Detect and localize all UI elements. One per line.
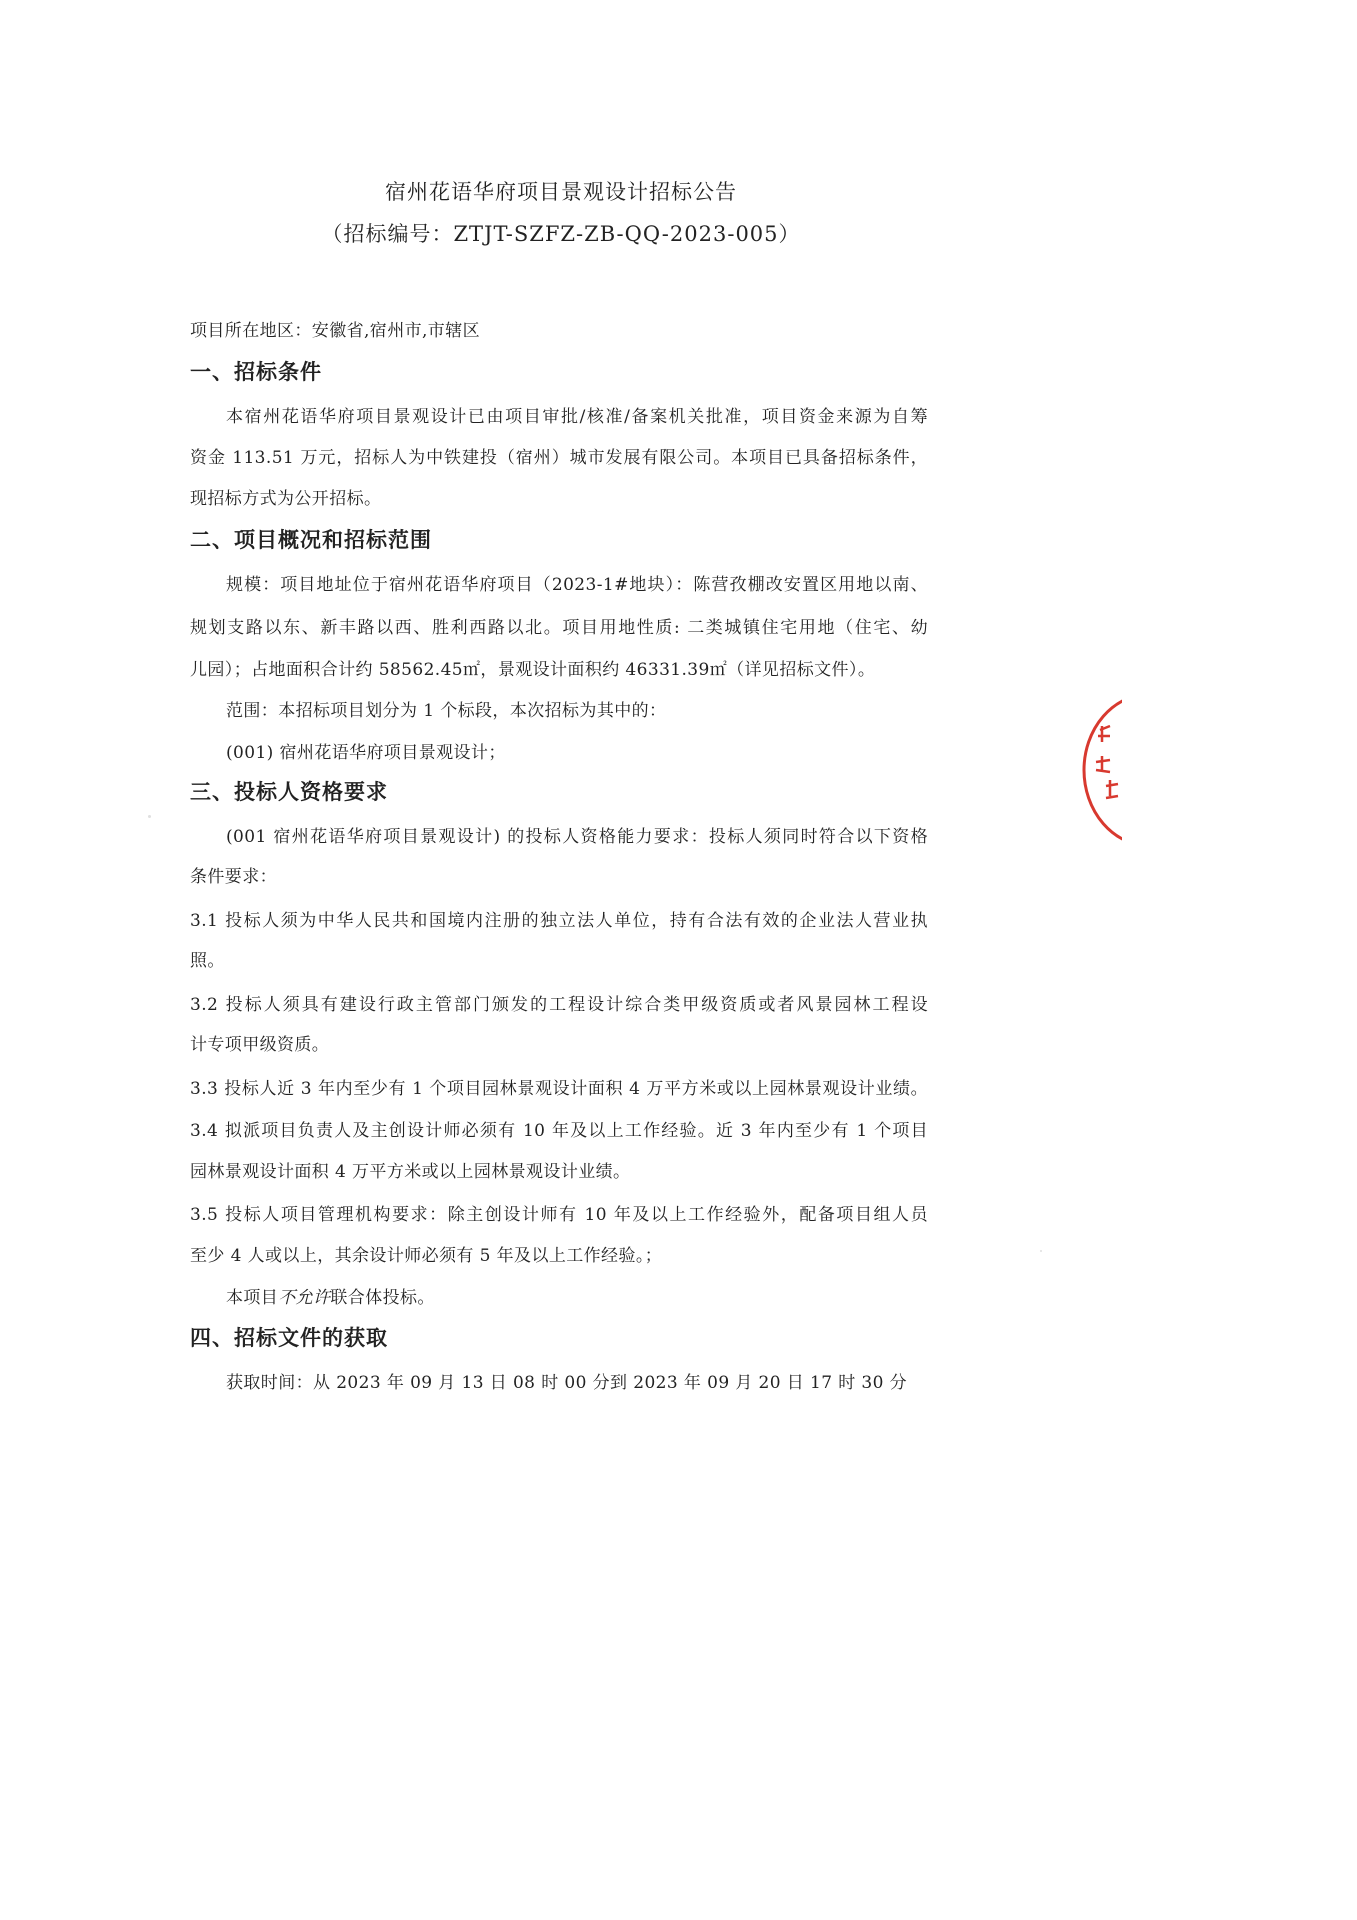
paragraph-line: (001 宿州花语华府项目景观设计) 的投标人资格能力要求：投标人须同时符合以下资格 [226,827,928,847]
paragraph-line: 本宿州花语华府项目景观设计已由项目审批/核准/备案机关批准，项目资金来源为自筹 [226,407,928,427]
paragraph-line: (001) 宿州花语华府项目景观设计； [226,743,506,763]
paragraph-line: 至少 4 人或以上，其余设计师必须有 5 年及以上工作经验。； [190,1246,663,1266]
section-heading-4: 四、招标文件的获取 [190,1326,388,1350]
scan-speck [148,815,151,818]
paragraph-line: 范围：本招标项目划分为 1 个标段，本次招标为其中的： [226,701,667,721]
project-region: 项目所在地区：安徽省,宿州市,市辖区 [190,321,481,341]
joint-bid-suffix: 联合体投标。 [330,1288,435,1308]
paragraph-line: 规划支路以东、新丰路以西、胜利西路以北。项目用地性质: 二类城镇住宅用地（住宅、幼 [190,618,928,638]
section-heading-3: 三、投标人资格要求 [190,780,388,804]
paragraph-line: 计专项甲级资质。 [190,1035,330,1055]
tender-number: （招标编号：ZTJT-SZFZ-ZB-QQ-2023-005） [321,222,801,246]
paragraph-line: 资金 113.51 万元，招标人为中铁建投（宿州）城市发展有限公司。本项目已具备招标条件， [190,448,928,468]
section-heading-2: 二、项目概况和招标范围 [190,528,432,552]
paragraph-line: 照。 [190,951,225,971]
paragraph-line: 园林景观设计面积 4 万平方米或以上园林景观设计业绩。 [190,1162,631,1182]
paragraph-line: 条件要求： [190,867,277,887]
paragraph-line: 3.3 投标人近 3 年内至少有 1 个项目园林景观设计面积 4 万平方米或以上园林景观设计业绩。 [190,1079,928,1099]
document-title: 宿州花语华府项目景观设计招标公告 [385,180,737,204]
scan-speck [1040,1250,1042,1252]
paragraph-line: 3.1 投标人须为中华人民共和国境内注册的独立法人单位，持有合法有效的企业法人营业执 [190,911,928,931]
joint-bid-emphasis: 不允许 [278,1288,331,1308]
paragraph-line: 3.5 投标人项目管理机构要求：除主创设计师有 10 年及以上工作经验外，配备项目组人员 [190,1205,928,1225]
joint-bid-statement [226,1283,435,1308]
section-heading-1: 一、招标条件 [190,360,322,384]
paragraph-line: 儿园）；占地面积合计约 58562.45㎡，景观设计面积约 46331.39㎡（详见招标文件）。 [190,660,876,680]
official-seal-stamp [1080,690,1122,850]
paragraph-line: 3.4 拟派项目负责人及主创设计师必须有 10 年及以上工作经验。近 3 年内至少有 1 个项目 [190,1121,928,1141]
paragraph-line: 规模：项目地址位于宿州花语华府项目（2023-1#地块）：陈营孜棚改安置区用地以南、 [226,575,928,595]
paragraph-line: 3.2 投标人须具有建设行政主管部门颁发的工程设计综合类甲级资质或者风景园林工程设 [190,995,928,1015]
acquisition-time: 获取时间：从 2023 年 09 月 13 日 08 时 00 分到 2023 年 09 月 20 日 17 时 30 分 [226,1373,908,1393]
paragraph-line: 现招标方式为公开招标。 [190,489,382,509]
joint-bid-prefix: 本项目 [226,1288,279,1308]
